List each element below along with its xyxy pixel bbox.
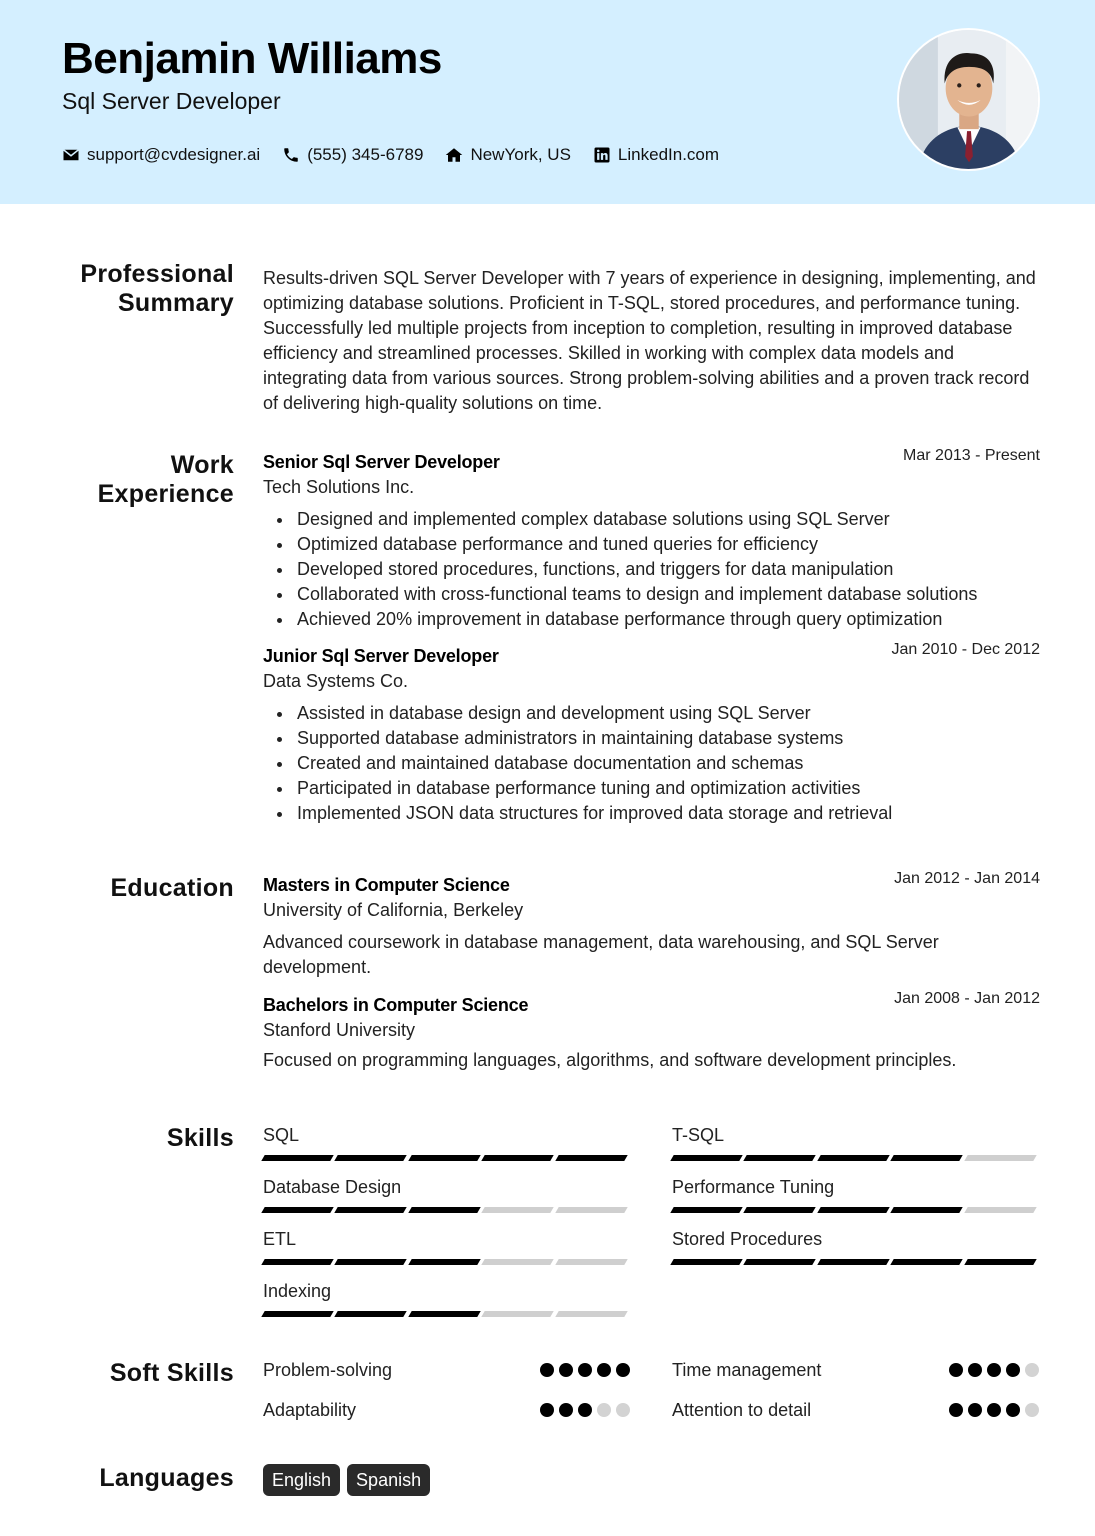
skill-segment-empty (555, 1259, 628, 1265)
section-title-soft-skills: Soft Skills (109, 1359, 234, 1387)
rating-dot-filled (949, 1363, 963, 1377)
job-bullets (263, 507, 1040, 632)
soft-skill-rating (535, 1403, 630, 1417)
job-entry (263, 447, 1040, 632)
soft-skill-label: Attention to detail (672, 1400, 812, 1420)
contact-list (62, 145, 741, 165)
rating-dot-filled (968, 1363, 982, 1377)
job-dates: Mar 2013 - Present (903, 447, 1040, 464)
skill-level-bar (263, 1207, 630, 1213)
candidate-role: Sql Server Developer (62, 88, 281, 114)
skill-item (263, 1176, 630, 1213)
skill-segment-filled (890, 1207, 963, 1213)
section-title-skills: Skills (166, 1124, 234, 1152)
job-entry (263, 641, 1040, 826)
school-name: Stanford University (263, 1020, 416, 1040)
skill-level-bar (672, 1207, 1039, 1213)
soft-skill-label: Problem-solving (263, 1360, 393, 1380)
contact-phone-text: (555) 345-6789 (307, 145, 424, 164)
skill-segment-empty (481, 1259, 554, 1265)
soft-skill-item (263, 1359, 630, 1381)
skill-segment-filled (408, 1207, 481, 1213)
skill-segment-filled (335, 1155, 408, 1161)
job-bullet: Optimized database performance and tuned queries for efficiency (263, 532, 1040, 557)
skill-segment-filled (408, 1155, 481, 1161)
skill-segment-filled (670, 1155, 743, 1161)
contact-location-text: NewYork, US (470, 145, 571, 164)
job-bullet: Developed stored procedures, functions, and triggers for data manipulation (263, 557, 1040, 582)
skill-segment-filled (261, 1311, 334, 1317)
rating-dot-filled (968, 1403, 982, 1417)
skill-level-bar (672, 1155, 1039, 1161)
section-title-summary: Professional Summary (80, 260, 234, 317)
skill-segment-filled (890, 1259, 963, 1265)
rating-dot-filled (559, 1363, 573, 1377)
job-bullet: Designed and implemented complex database solutions using SQL Server (263, 507, 1040, 532)
profile-photo (897, 28, 1040, 171)
resume-header (0, 0, 1095, 204)
section-title-work: Work Experience (97, 451, 234, 508)
envelope-icon (62, 146, 80, 164)
skill-segment-filled (335, 1259, 408, 1265)
language-tag: Spanish (347, 1464, 430, 1496)
contact-email-text: support@cvdesigner.ai (87, 145, 261, 164)
skill-level-bar (263, 1311, 630, 1317)
soft-skill-label: Time management (672, 1360, 822, 1380)
rating-dot-empty (597, 1403, 611, 1417)
contact-linkedin-text: LinkedIn.com (617, 145, 720, 164)
job-bullet: Implemented JSON data structures for improved data storage and retrieval (263, 801, 1040, 826)
rating-dot-filled (987, 1363, 1001, 1377)
degree-title: Masters in Computer Science (263, 875, 510, 895)
language-tag: English (263, 1464, 340, 1496)
skill-segment-filled (964, 1259, 1037, 1265)
skill-label: ETL (263, 1229, 297, 1249)
skill-label: Database Design (263, 1177, 402, 1197)
rating-dot-filled (597, 1363, 611, 1377)
education-dates: Jan 2012 - Jan 2014 (894, 870, 1040, 887)
skill-segment-empty (964, 1155, 1037, 1161)
degree-title: Bachelors in Computer Science (263, 995, 529, 1015)
skill-level-bar (672, 1259, 1039, 1265)
rating-dot-empty (1025, 1403, 1039, 1417)
home-icon (445, 146, 463, 164)
skill-label: Performance Tuning (672, 1177, 835, 1197)
job-bullet: Collaborated with cross-functional teams to design and implement database solutions (263, 582, 1040, 607)
education-description: Focused on programming languages, algorithms, and software development principles. (263, 1050, 957, 1070)
skill-segment-filled (670, 1207, 743, 1213)
skill-segment-filled (261, 1207, 334, 1213)
rating-dot-filled (578, 1403, 592, 1417)
skill-segment-empty (964, 1207, 1037, 1213)
contact-linkedin[interactable] (593, 145, 719, 165)
soft-skill-item (263, 1399, 630, 1421)
contact-email[interactable] (62, 145, 260, 165)
skill-label: SQL (263, 1125, 300, 1145)
rating-dot-empty (1025, 1363, 1039, 1377)
skill-label: T-SQL (672, 1125, 725, 1145)
skill-segment-filled (744, 1259, 817, 1265)
skill-label: Indexing (263, 1281, 332, 1301)
education-dates: Jan 2008 - Jan 2012 (894, 990, 1040, 1007)
skill-segment-filled (555, 1155, 628, 1161)
skill-level-bar (263, 1155, 630, 1161)
skill-segment-empty (555, 1311, 628, 1317)
skill-segment-filled (408, 1259, 481, 1265)
job-bullet: Participated in database performance tuning and optimization activities (263, 776, 1040, 801)
skill-segment-empty (481, 1207, 554, 1213)
candidate-name: Benjamin Williams (62, 34, 442, 83)
soft-skill-rating (944, 1363, 1039, 1377)
rating-dot-filled (987, 1403, 1001, 1417)
rating-dot-filled (540, 1403, 554, 1417)
skill-segment-filled (744, 1207, 817, 1213)
soft-skill-label: Adaptability (263, 1400, 357, 1420)
skill-segment-filled (335, 1311, 408, 1317)
rating-dot-filled (1006, 1363, 1020, 1377)
job-bullet: Assisted in database design and development using SQL Server (263, 701, 1040, 726)
rating-dot-empty (616, 1403, 630, 1417)
rating-dot-filled (578, 1363, 592, 1377)
soft-skill-rating (944, 1403, 1039, 1417)
skill-segment-filled (481, 1155, 554, 1161)
skill-label: Stored Procedures (672, 1229, 823, 1249)
education-entry (263, 990, 1040, 1073)
job-bullet: Supported database administrators in maintaining database systems (263, 726, 1040, 751)
school-name: University of California, Berkeley (263, 900, 524, 920)
soft-skill-item (672, 1399, 1039, 1421)
section-title-languages: Languages (99, 1464, 234, 1492)
contact-location (445, 145, 570, 165)
contact-phone[interactable] (282, 145, 423, 165)
job-title: Senior Sql Server Developer (263, 452, 500, 472)
rating-dot-filled (616, 1363, 630, 1377)
job-company: Tech Solutions Inc. (263, 477, 415, 497)
soft-skill-item (672, 1359, 1039, 1381)
skill-item (263, 1124, 630, 1161)
job-company: Data Systems Co. (263, 671, 409, 691)
skill-segment-empty (555, 1207, 628, 1213)
education-entry (263, 870, 1040, 980)
skill-segment-filled (817, 1207, 890, 1213)
skill-segment-filled (408, 1311, 481, 1317)
skill-segment-filled (261, 1155, 334, 1161)
summary-text: Results-driven SQL Server Developer with 7 years of experience in designing, implementing, and optimizing database solutions. Proficient in T-SQL, stored procedures, and performance tuning. Successfully led multiple projects from inception to completion, resulting in improved database efficiency and streamlined processes. Skilled in working with complex data models and integrating data from various sources. Strong problem-solving abilities and a proven track record of delivering high-quality solutions on time. (263, 268, 1036, 413)
section-title-education: Education (110, 874, 234, 902)
rating-dot-filled (949, 1403, 963, 1417)
skill-item (263, 1280, 630, 1317)
rating-dot-filled (540, 1363, 554, 1377)
education-description: Advanced coursework in database management, data warehousing, and SQL Server development. (263, 932, 939, 977)
skill-segment-filled (890, 1155, 963, 1161)
job-title: Junior Sql Server Developer (263, 646, 499, 666)
job-bullet: Created and maintained database documentation and schemas (263, 751, 1040, 776)
linkedin-icon (593, 146, 611, 164)
skill-segment-empty (481, 1311, 554, 1317)
rating-dot-filled (559, 1403, 573, 1417)
job-bullets (263, 701, 1040, 826)
skill-segment-filled (817, 1155, 890, 1161)
skill-item (672, 1124, 1039, 1161)
skill-level-bar (263, 1259, 630, 1265)
skill-item (672, 1176, 1039, 1213)
skill-segment-filled (817, 1259, 890, 1265)
language-tags (263, 1464, 437, 1496)
skill-segment-filled (335, 1207, 408, 1213)
soft-skill-rating (535, 1363, 630, 1377)
skill-segment-filled (744, 1155, 817, 1161)
skill-item (672, 1228, 1039, 1265)
skill-segment-filled (261, 1259, 334, 1265)
skill-segment-filled (670, 1259, 743, 1265)
skill-item (263, 1228, 630, 1265)
job-bullet: Achieved 20% improvement in database performance through query optimization (263, 607, 1040, 632)
phone-icon (282, 146, 300, 164)
job-dates: Jan 2010 - Dec 2012 (891, 641, 1040, 658)
rating-dot-filled (1006, 1403, 1020, 1417)
